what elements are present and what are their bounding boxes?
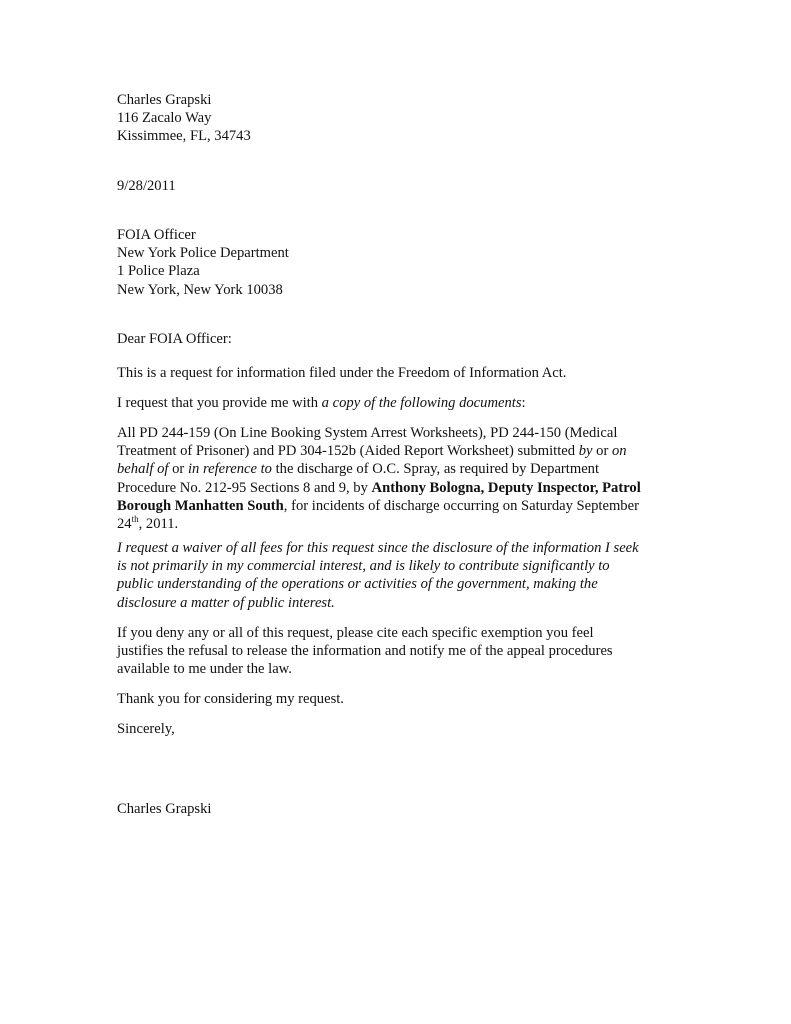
- sender-address: [117, 91, 687, 146]
- recipient-organization: New York Police Department: [117, 245, 289, 262]
- ordinal-suffix: th: [131, 514, 139, 525]
- recipient-city: New York, New York 10038: [117, 281, 283, 298]
- documents-paragraph: [117, 424, 687, 533]
- fee-waiver-line: disclosure a matter of public interest.: [117, 594, 335, 611]
- documents-italic: in reference to: [187, 461, 272, 478]
- officer-name-bold: Anthony Bologna, Deputy Inspector, Patrol: [371, 479, 641, 496]
- documents-line-5: [117, 497, 687, 515]
- documents-text: Procedure No. 212-95 Sections 8 and 9, by: [117, 479, 372, 496]
- letter-date: [117, 177, 687, 195]
- documents-text: the discharge of O.C. Spray, as required by Department: [271, 461, 600, 478]
- documents-text: , 2011.: [138, 516, 179, 533]
- intro-text: This is a request for information filed under the Freedom of Information Act.: [117, 365, 567, 381]
- request-lead-line: [117, 394, 687, 412]
- documents-text: Treatment of Prisoner) and PD 304-152b (Aided Report Worksheet) submitted: [117, 443, 579, 460]
- request-lead-italic: a copy of the following documents: [321, 395, 522, 411]
- documents-text: 24: [117, 516, 132, 533]
- salutation: [117, 330, 687, 348]
- fee-waiver-line: I request a waiver of all fees for this request since the disclosure of the information I seek: [117, 540, 639, 556]
- recipient-title: FOIA Officer: [117, 227, 196, 243]
- recipient-address: [117, 226, 687, 299]
- intro-paragraph: [117, 364, 687, 382]
- documents-line-4: [117, 479, 687, 497]
- fee-waiver-line: public understanding of the operations or activities of the government, making the: [117, 576, 598, 593]
- officer-unit-bold: Borough Manhatten South: [117, 497, 284, 514]
- closing-text: Sincerely,: [117, 721, 175, 737]
- request-lead-end: :: [521, 395, 526, 411]
- documents-line-6: [117, 515, 687, 533]
- sender-city: Kissimmee, FL, 34743: [117, 128, 251, 145]
- documents-line-2: [117, 442, 687, 460]
- documents-italic: by: [578, 443, 593, 460]
- denial-line: available to me under the law.: [117, 661, 292, 678]
- request-lead-paragraph: [117, 394, 687, 412]
- closing: [117, 720, 687, 738]
- salutation-text: Dear FOIA Officer:: [117, 331, 232, 347]
- documents-line-1: All PD 244-159 (On Line Booking System Arrest Worksheets), PD 244-150 (Medical: [117, 425, 618, 441]
- recipient-street: 1 Police Plaza: [117, 263, 200, 280]
- fee-waiver-line: is not primarily in my commercial interest, and is likely to contribute significantly to: [117, 558, 610, 575]
- denial-paragraph: [117, 624, 687, 679]
- thanks-text: Thank you for considering my request.: [117, 691, 344, 707]
- sender-name: Charles Grapski: [117, 92, 212, 108]
- documents-text: or: [592, 443, 612, 460]
- documents-line-3: [117, 460, 687, 478]
- date-text: 9/28/2011: [117, 178, 176, 194]
- sender-street: 116 Zacalo Way: [117, 110, 212, 127]
- signature: [117, 800, 687, 818]
- fee-waiver-paragraph: [117, 539, 687, 612]
- denial-line: If you deny any or all of this request, please cite each specific exemption you feel: [117, 625, 594, 641]
- denial-line: justifies the refusal to release the information and notify me of the appeal procedures: [117, 643, 613, 660]
- request-lead-plain: I request that you provide me with: [117, 395, 322, 411]
- thanks-paragraph: [117, 690, 687, 708]
- documents-italic: behalf of: [117, 461, 169, 478]
- documents-italic: on: [611, 443, 627, 460]
- documents-text: , for incidents of discharge occurring on Saturday September: [283, 497, 639, 514]
- signature-name: Charles Grapski: [117, 801, 212, 817]
- documents-text: or: [168, 461, 188, 478]
